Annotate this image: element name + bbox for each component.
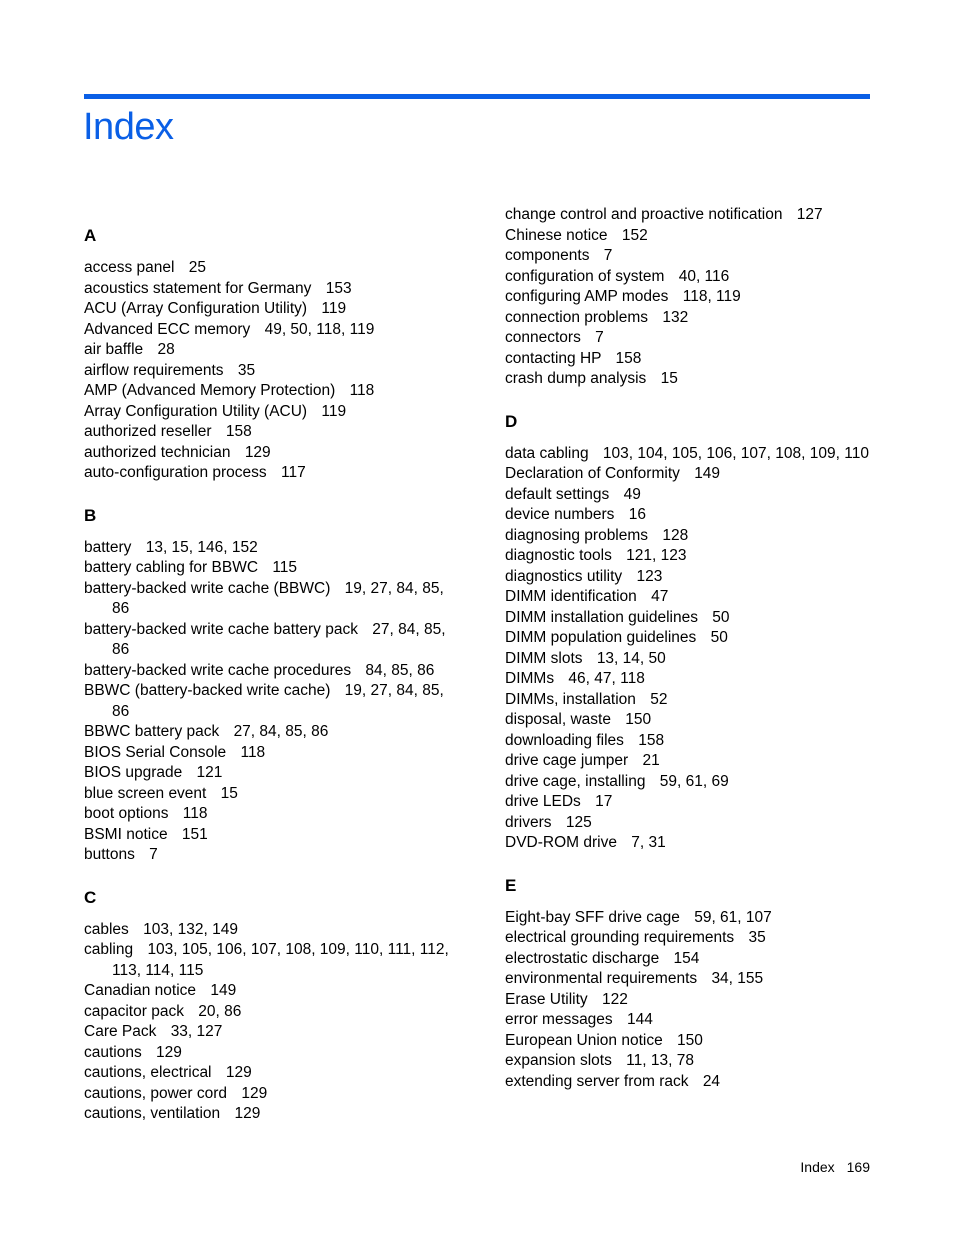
index-entry <box>84 920 454 941</box>
index-term: AMP (Advanced Memory Protection) <box>84 382 336 399</box>
index-entry <box>84 258 454 279</box>
index-term: expansion slots <box>505 1052 612 1069</box>
index-pages[interactable]: 46, 47, 118 <box>568 670 645 687</box>
index-term: drivers <box>505 813 552 831</box>
index-pages[interactable]: 123 <box>636 567 663 585</box>
index-pages[interactable]: 153 <box>325 279 352 297</box>
index-entry <box>84 784 454 805</box>
index-section <box>505 876 875 1093</box>
index-term: downloading files <box>505 731 624 749</box>
index-term: BBWC battery pack <box>84 723 220 740</box>
index-entry <box>505 669 875 690</box>
page-number: 169 <box>846 1159 870 1175</box>
index-entry <box>84 661 454 682</box>
index-term: electrical grounding requirements <box>505 929 735 946</box>
index-entry <box>505 608 875 629</box>
index-pages[interactable]: 50 <box>712 608 730 626</box>
index-entry <box>505 710 875 731</box>
index-entry <box>505 731 875 752</box>
index-entry <box>505 792 875 813</box>
index-entry <box>84 1022 454 1043</box>
index-term: air baffle <box>84 341 144 358</box>
index-term: connectors <box>505 329 581 346</box>
index-term: DIMM slots <box>505 649 583 667</box>
index-pages[interactable]: 25 <box>188 259 207 276</box>
index-section <box>84 506 454 866</box>
index-term: DIMM identification <box>505 588 637 605</box>
index-entry <box>84 620 454 661</box>
index-entry <box>84 681 454 722</box>
index-entry <box>505 949 875 970</box>
index-term: BIOS upgrade <box>84 764 183 781</box>
index-pages[interactable]: 52 <box>650 690 668 708</box>
index-column-right <box>505 205 875 1114</box>
index-term: battery-backed write cache procedures <box>84 661 352 679</box>
index-term: drive LEDs <box>505 793 581 810</box>
index-term: cables <box>84 920 129 938</box>
index-entry <box>505 751 875 772</box>
index-term: DIMMs, installation <box>505 690 636 708</box>
index-term: cautions, ventilation <box>84 1105 221 1122</box>
index-term: buttons <box>84 846 135 863</box>
index-term: Chinese notice <box>505 226 608 244</box>
index-term: Canadian notice <box>84 982 197 999</box>
index-term: environmental requirements <box>505 970 698 987</box>
index-entry <box>505 444 875 465</box>
index-entry <box>505 369 875 390</box>
index-entry <box>505 928 875 949</box>
index-entry <box>505 908 875 929</box>
index-entry <box>84 1084 454 1105</box>
index-term: European Union notice <box>505 1031 663 1049</box>
index-pages[interactable]: 152 <box>621 226 648 244</box>
index-pages[interactable]: 119 <box>321 402 347 420</box>
index-term: cautions <box>84 1043 142 1061</box>
index-term: device numbers <box>505 506 615 523</box>
index-pages[interactable]: 119 <box>321 300 347 317</box>
index-term: drive cage, installing <box>505 772 646 790</box>
index-section <box>505 412 875 854</box>
index-entry <box>84 804 454 825</box>
index-pages[interactable]: 121 <box>196 764 223 781</box>
index-entry <box>84 299 454 320</box>
index-pages[interactable]: 16 <box>628 506 646 523</box>
index-entry <box>505 349 875 370</box>
index-entry <box>505 505 875 526</box>
index-pages[interactable]: 132 <box>662 308 689 326</box>
index-pages[interactable]: 129 <box>225 1064 252 1081</box>
index-pages[interactable]: 35 <box>237 361 256 379</box>
index-entry <box>505 990 875 1011</box>
index-pages[interactable]: 129 <box>244 443 271 461</box>
index-pages[interactable]: 47 <box>651 588 669 605</box>
index-pages[interactable]: 19, 27, 84, 85, 86 <box>112 682 444 720</box>
index-term: battery <box>84 538 132 556</box>
section-letter: B <box>84 505 97 525</box>
index-pages[interactable]: 129 <box>156 1043 182 1061</box>
index-pages[interactable]: 13, 14, 50 <box>596 649 666 667</box>
index-pages[interactable]: 15 <box>220 784 238 802</box>
index-section <box>84 888 454 1125</box>
index-term: authorized technician <box>84 443 231 461</box>
index-section <box>505 205 875 390</box>
index-pages[interactable]: 125 <box>565 813 592 831</box>
index-entry <box>505 1010 875 1031</box>
index-pages[interactable]: 150 <box>625 711 652 728</box>
index-entry <box>84 422 454 443</box>
index-term: configuring AMP modes <box>505 288 669 305</box>
index-term: airflow requirements <box>84 361 224 379</box>
index-entry <box>505 464 875 485</box>
index-entry <box>84 402 454 423</box>
index-term: cabling <box>84 941 134 958</box>
page-footer <box>800 1157 870 1177</box>
index-entry <box>505 226 875 247</box>
index-pages[interactable]: 27, 84, 85, 86 <box>233 723 329 740</box>
index-entry <box>84 825 454 846</box>
index-entry <box>505 526 875 547</box>
index-pages[interactable]: 59, 61, 107 <box>694 908 772 926</box>
index-term: access panel <box>84 259 175 276</box>
index-term: Erase Utility <box>505 990 588 1008</box>
index-pages[interactable]: 17 <box>595 793 613 810</box>
index-term: capacitor pack <box>84 1002 184 1020</box>
index-pages[interactable]: 24 <box>702 1072 721 1090</box>
index-term: authorized reseller <box>84 423 212 440</box>
index-pages[interactable]: 103, 132, 149 <box>143 920 238 938</box>
index-pages[interactable]: 117 <box>280 464 306 481</box>
index-pages[interactable]: 40, 116 <box>678 267 730 285</box>
index-term: connection problems <box>505 308 649 326</box>
index-term: boot options <box>84 805 169 822</box>
index-pages[interactable]: 7 <box>603 247 613 264</box>
index-term: contacting HP <box>505 349 602 367</box>
index-entry <box>505 546 875 567</box>
index-term: default settings <box>505 485 610 503</box>
index-section <box>84 226 454 484</box>
index-term: battery-backed write cache (BBWC) <box>84 579 331 597</box>
index-term: configuration of system <box>505 267 665 285</box>
index-term: change control and proactive notification <box>505 206 783 223</box>
page-title: Index <box>83 106 174 148</box>
index-pages[interactable]: 7 <box>149 846 158 863</box>
index-entry <box>505 1051 875 1072</box>
index-pages[interactable]: 129 <box>234 1105 261 1122</box>
index-entry <box>505 813 875 834</box>
section-letter: C <box>84 887 97 907</box>
index-pages[interactable]: 118 <box>240 743 266 761</box>
index-pages[interactable]: 129 <box>241 1084 268 1102</box>
index-entry <box>505 205 875 226</box>
index-pages[interactable]: 149 <box>210 982 237 999</box>
index-entry <box>505 308 875 329</box>
index-entry <box>84 381 454 402</box>
index-entry <box>84 463 454 484</box>
index-pages[interactable]: 59, 61, 69 <box>659 772 729 790</box>
index-entry <box>84 361 454 382</box>
index-pages[interactable]: 103, 104, 105, 106, 107, 108, 109, 110 <box>602 444 869 462</box>
index-pages[interactable]: 35 <box>748 929 766 946</box>
index-pages[interactable]: 15 <box>660 370 678 387</box>
index-pages[interactable]: 158 <box>615 349 642 367</box>
index-entry <box>84 981 454 1002</box>
index-pages[interactable]: 118 <box>349 382 375 399</box>
index-term: cautions, electrical <box>84 1064 212 1081</box>
index-pages[interactable]: 122 <box>602 990 628 1008</box>
index-term: Eight-bay SFF drive cage <box>505 908 680 926</box>
index-term: error messages <box>505 1011 613 1028</box>
index-pages[interactable]: 118, 119 <box>682 288 741 305</box>
index-pages[interactable]: 13, 15, 146, 152 <box>145 538 258 556</box>
index-entry <box>84 538 454 559</box>
index-term: disposal, waste <box>505 711 611 728</box>
index-pages[interactable]: 19, 27, 84, 85, 86 <box>112 579 444 617</box>
index-term: extending server from rack <box>505 1072 689 1090</box>
title-rule <box>84 94 870 99</box>
index-term: battery-backed write cache battery pack <box>84 620 358 638</box>
index-term: data cabling <box>505 444 589 462</box>
index-entry <box>505 649 875 670</box>
index-entry <box>505 628 875 649</box>
index-term: BBWC (battery-backed write cache) <box>84 682 331 699</box>
index-pages[interactable]: 33, 127 <box>170 1023 223 1040</box>
index-term: BIOS Serial Console <box>84 743 227 761</box>
index-entry <box>84 279 454 300</box>
index-pages[interactable]: 128 <box>662 526 689 544</box>
index-entry <box>505 485 875 506</box>
index-pages[interactable]: 121, 123 <box>626 547 687 564</box>
index-pages[interactable]: 103, 105, 106, 107, 108, 109, 110, 111, 112, 113, 114, 115 <box>112 941 449 979</box>
index-pages[interactable]: 115 <box>272 559 298 576</box>
index-term: Care Pack <box>84 1023 157 1040</box>
index-pages[interactable]: 49, 50, 118, 119 <box>264 320 375 338</box>
index-term: battery cabling for BBWC <box>84 559 259 576</box>
index-pages[interactable]: 158 <box>638 731 665 749</box>
index-term: BSMI notice <box>84 825 168 843</box>
index-entry <box>84 1063 454 1084</box>
index-entry <box>505 587 875 608</box>
index-pages[interactable]: 21 <box>642 752 660 769</box>
index-entry <box>84 940 454 981</box>
index-entry <box>505 690 875 711</box>
index-term: acoustics statement for Germany <box>84 279 312 297</box>
index-entry <box>505 246 875 267</box>
index-entry <box>505 1031 875 1052</box>
index-entry <box>505 1072 875 1093</box>
index-entry <box>84 558 454 579</box>
index-entry <box>84 722 454 743</box>
index-term: components <box>505 247 590 264</box>
index-entry <box>84 1002 454 1023</box>
index-entry <box>84 763 454 784</box>
index-term: diagnostic tools <box>505 547 612 564</box>
index-entry <box>84 443 454 464</box>
section-letter: E <box>505 875 517 895</box>
index-pages[interactable]: 127 <box>796 206 823 223</box>
index-term: DIMM population guidelines <box>505 629 697 646</box>
index-pages[interactable]: 20, 86 <box>198 1002 242 1020</box>
index-entry <box>84 743 454 764</box>
index-entry <box>505 267 875 288</box>
index-pages[interactable]: 84, 85, 86 <box>365 661 435 679</box>
index-pages[interactable]: 150 <box>677 1031 703 1049</box>
index-term: diagnostics utility <box>505 567 623 585</box>
index-term: blue screen event <box>84 784 207 802</box>
index-term: cautions, power cord <box>84 1084 228 1102</box>
index-term: electrostatic discharge <box>505 949 660 967</box>
index-pages[interactable]: 34, 155 <box>711 970 764 987</box>
index-entry <box>505 328 875 349</box>
index-term: auto-configuration process <box>84 464 267 481</box>
index-entry <box>84 320 454 341</box>
index-column-left <box>84 226 454 1147</box>
index-entry <box>84 1104 454 1125</box>
index-term: Advanced ECC memory <box>84 320 251 338</box>
index-term: DVD-ROM drive <box>505 834 617 851</box>
index-entry <box>84 340 454 361</box>
index-entry <box>505 772 875 793</box>
index-pages[interactable]: 158 <box>225 423 252 440</box>
index-term: Declaration of Conformity <box>505 465 680 482</box>
index-term: Array Configuration Utility (ACU) <box>84 402 308 420</box>
footer-label: Index <box>800 1159 835 1175</box>
index-pages[interactable]: 7 <box>595 329 604 346</box>
index-entry <box>84 579 454 620</box>
index-pages[interactable]: 144 <box>627 1011 653 1028</box>
section-letter: D <box>505 411 518 431</box>
index-entry <box>84 845 454 866</box>
index-pages[interactable]: 154 <box>673 949 700 967</box>
index-term: DIMM installation guidelines <box>505 608 698 626</box>
index-pages[interactable]: 149 <box>694 465 721 482</box>
index-pages[interactable]: 151 <box>181 825 208 843</box>
index-entry <box>505 833 875 854</box>
index-term: DIMMs <box>505 670 555 687</box>
index-entry <box>84 1043 454 1064</box>
index-term: drive cage jumper <box>505 752 629 769</box>
index-pages[interactable]: 7, 31 <box>631 834 666 851</box>
index-pages[interactable]: 11, 13, 78 <box>626 1052 694 1069</box>
index-entry <box>505 567 875 588</box>
index-pages[interactable]: 28 <box>157 341 175 358</box>
index-term: ACU (Array Configuration Utility) <box>84 300 308 317</box>
index-pages[interactable]: 118 <box>182 805 208 822</box>
index-pages[interactable]: 49 <box>623 485 641 503</box>
index-pages[interactable]: 27, 84, 85, 86 <box>112 620 446 658</box>
index-term: diagnosing problems <box>505 526 649 544</box>
index-term: crash dump analysis <box>505 370 647 387</box>
index-entry <box>505 969 875 990</box>
index-entry <box>505 287 875 308</box>
section-letter: A <box>84 226 97 245</box>
index-pages[interactable]: 50 <box>710 629 728 646</box>
